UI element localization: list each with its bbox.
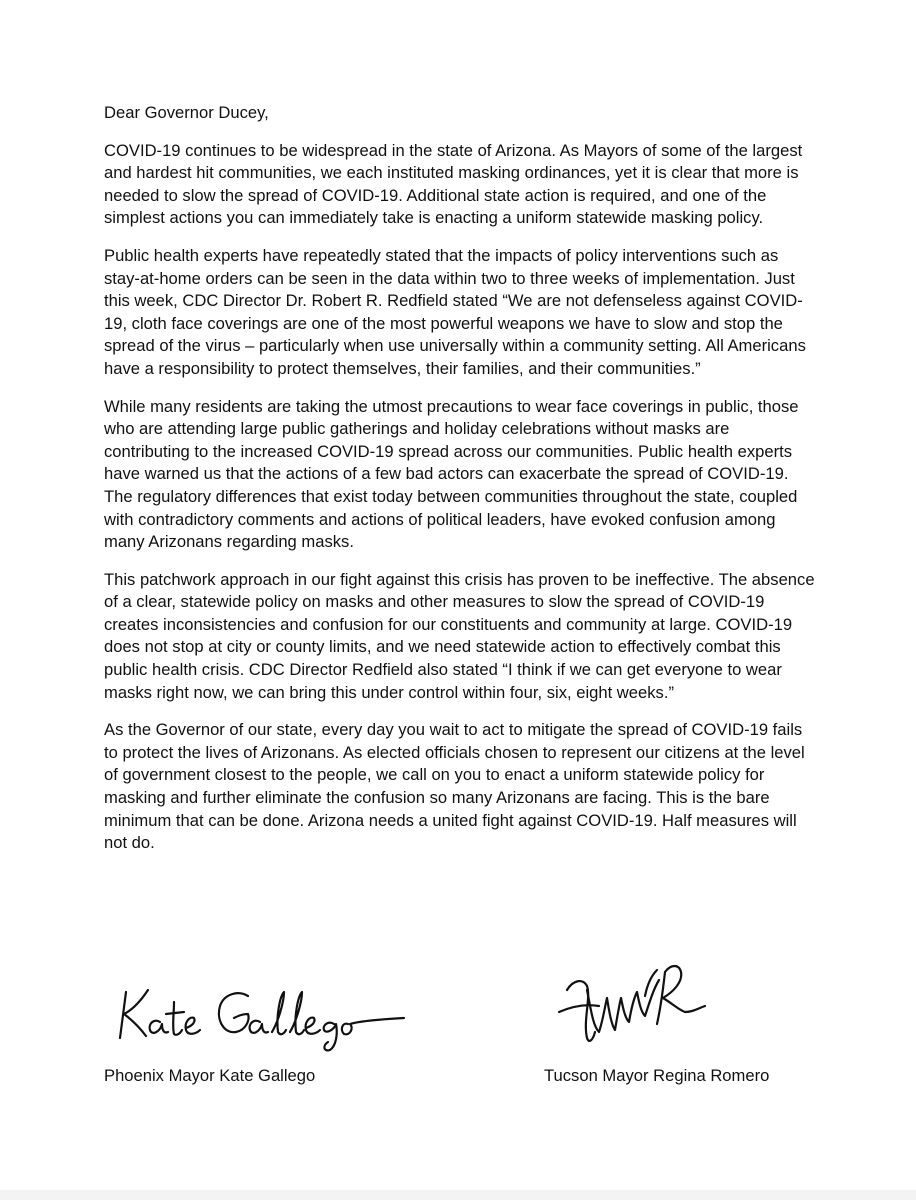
- paragraph-4: This patchwork approach in our fight against this crisis has proven to be ineffective. The absence of a clear, statewide policy on masks and other measures to slow the spread of COVID-19 creates inconsistencies and confusion for our constituents and community at large. COVID-19 does not stop at city or county limits, and we need statewide action to effectively combat this public health crisis. CDC Director Redfield also stated “I think if we can get everyone to wear masks right now, we can bring this under control within four, six, eight weeks.”: [104, 569, 815, 702]
- page-bottom-edge: [0, 1190, 916, 1200]
- signature-regina-romero: [553, 950, 733, 1050]
- letter-body: [104, 102, 818, 870]
- paragraph-2: Public health experts have repeatedly stated that the impacts of policy interventions such as stay-at-home orders can be seen in the data within two to three weeks of implementation. Just this week, CDC Director Dr. Robert R. Redfield stated “We are not defenseless against COVID-19, cloth face coverings are one of the most powerful weapons we have to slow and stop the spread of the virus – particularly when use universally within a community setting. All Americans have a responsibility to protect themselves, their families, and their communities.”: [104, 245, 806, 378]
- paragraph-1: COVID-19 continues to be widespread in the state of Arizona. As Mayors of some of the largest and hardest hit communities, we each instituted masking ordinances, yet it is clear that more is needed to slow the spread of COVID-19. Additional state action is required, and one of the simplest actions you can immediately take is enacting a uniform statewide masking policy.: [104, 140, 803, 228]
- salutation: Dear Governor Ducey,: [104, 103, 269, 122]
- signature-kate-gallego: [108, 972, 408, 1052]
- paragraph-5: As the Governor of our state, every day you wait to act to mitigate the spread of COVID-19 fails to protect the lives of Arizonans. As elected officials chosen to represent our citizens at the level of government closest to the people, we call on you to enact a uniform statewide policy for masking and further eliminate the confusion so many Arizonans are facing. This is the bare minimum that can be done. Arizona needs a united fight against COVID-19. Half measures will not do.: [104, 720, 805, 853]
- signatory-name-tucson: Tucson Mayor Regina Romero: [544, 1066, 770, 1085]
- paragraph-3: While many residents are taking the utmost precautions to wear face coverings in public, those who are attending large public gatherings and holiday celebrations without masks are contributing to the increased COVID-19 spread across our communities. Public health experts have warned us that the actions of a few bad actors can exacerbate the spread of COVID-19. The regulatory differences that exist today between communities throughout the state, coupled with contradictory comments and actions of political leaders, have evoked confusion among many Arizonans regarding masks.: [104, 396, 799, 552]
- signatory-name-phoenix: Phoenix Mayor Kate Gallego: [104, 1066, 316, 1085]
